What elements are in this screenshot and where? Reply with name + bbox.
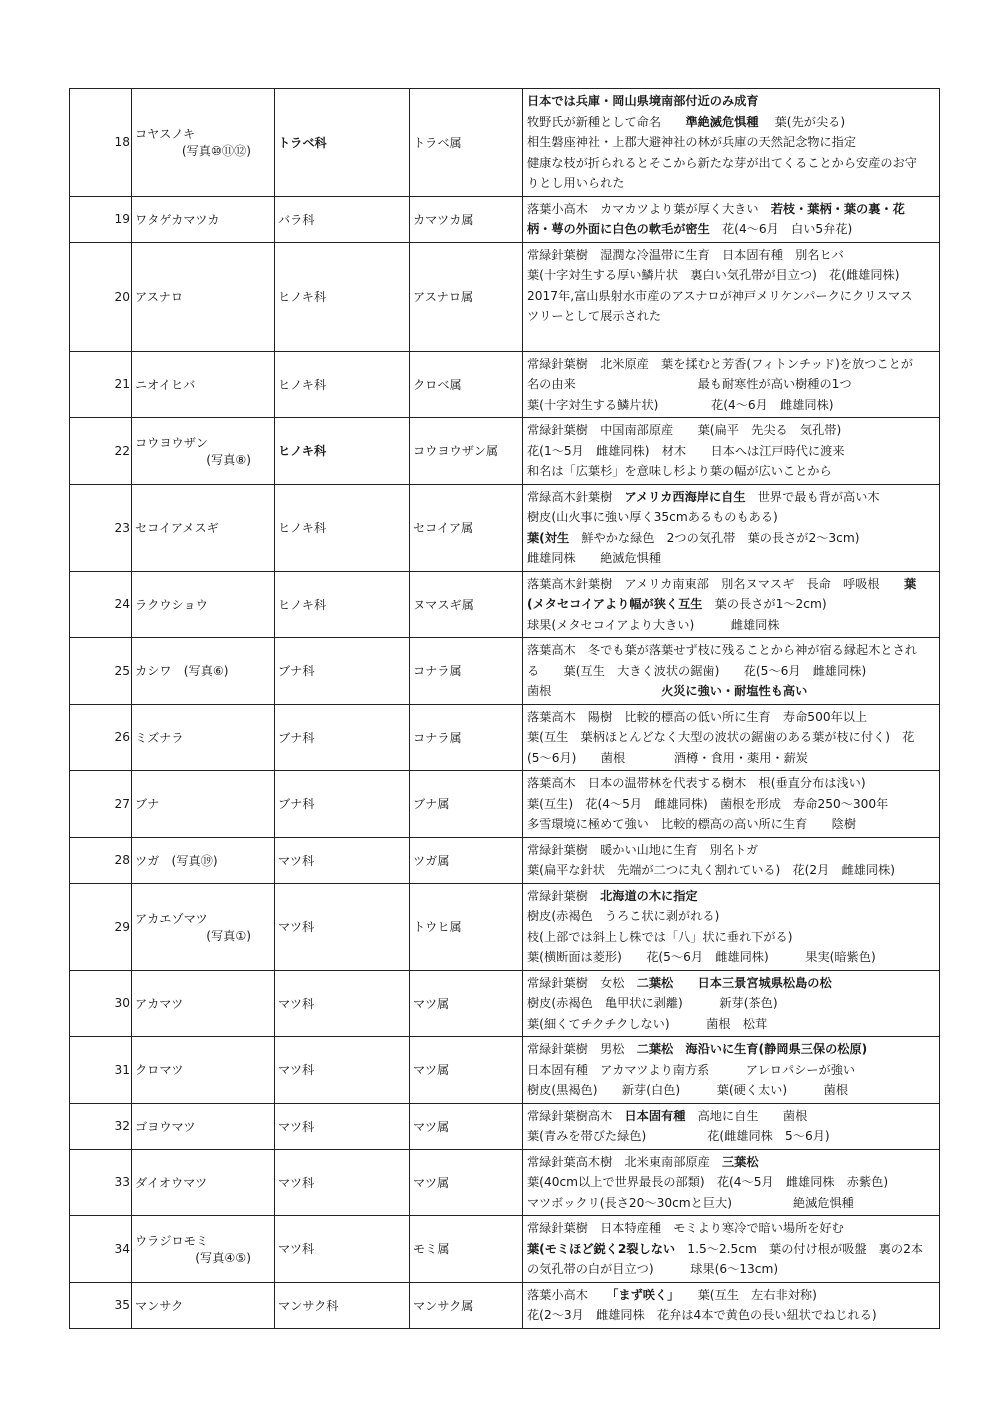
species-name: アカエゾマツ [135, 911, 208, 926]
species-name-cell [132, 837, 275, 883]
family-cell: バラ科 [275, 196, 410, 242]
species-name: ウラジロモミ [135, 1233, 209, 1248]
photo-reference: (写真①) [206, 928, 251, 943]
description-line [527, 420, 935, 441]
description-line [527, 794, 935, 815]
family-cell: マツ科 [275, 1216, 410, 1283]
description-cell [523, 1103, 940, 1149]
genus-cell: マツ属 [410, 1149, 523, 1216]
description-line [527, 395, 935, 416]
table-row [70, 242, 940, 351]
genus-cell: マツ属 [410, 1103, 523, 1149]
emphasis-text: 三葉松 [722, 1154, 759, 1169]
emphasis-text: アメリカ西海岸に自生 [624, 489, 746, 504]
description-text: ツリーとして展示された [527, 309, 662, 323]
description-line [527, 1259, 935, 1280]
description-text: 常緑高木針葉樹 [527, 489, 625, 504]
description-text: 葉(横断面は菱形) 花(5～6月 雌雄同株) 果実(暗紫色) [527, 950, 876, 964]
genus-cell: トウヒ属 [410, 883, 523, 970]
description-text: 花(4～6月 白い5弁花) [709, 222, 853, 236]
family-cell: ヒノキ科 [275, 418, 410, 485]
description-text: 花(2～3月 雌雄同株 花弁は4本で黄色の長い紐状でねじれる) [527, 1308, 877, 1322]
species-name-cell [132, 638, 275, 705]
description-cell [523, 418, 940, 485]
table-body [70, 89, 940, 1329]
table-row [70, 638, 940, 705]
genus-cell: ブナ属 [410, 771, 523, 838]
row-number: 23 [70, 484, 132, 571]
description-text: 名の由来 最も耐寒性が高い樹種の1つ [527, 377, 852, 391]
description-cell [523, 1037, 940, 1104]
table-row [70, 1282, 940, 1328]
family-cell: ブナ科 [275, 638, 410, 705]
emphasis-text: 準絶滅危惧種 [685, 114, 759, 129]
row-number: 33 [70, 1149, 132, 1216]
description-text: 常緑針葉高木樹 北米東南部原産 [527, 1154, 722, 1169]
description-line [527, 1239, 935, 1260]
species-name: セコイアメスギ [135, 521, 219, 535]
photo-reference: (写真④⑤) [195, 1250, 251, 1265]
description-line [527, 91, 935, 112]
description-line [527, 199, 935, 220]
row-number: 19 [70, 196, 132, 242]
description-line [527, 286, 935, 307]
table-row [70, 89, 940, 197]
emphasis-text: 火災に強い・耐塩性も高い [661, 684, 808, 698]
description-line [527, 640, 935, 661]
description-line [527, 548, 935, 569]
description-line [527, 1060, 935, 1081]
table-row [70, 418, 940, 485]
species-name-cell [132, 1282, 275, 1328]
emphasis-text: 若枝・葉柄・葉の裏・花 [770, 201, 905, 216]
description-line [527, 1126, 935, 1147]
description-line [527, 1305, 935, 1326]
genus-cell: トラベ属 [410, 89, 523, 197]
genus-cell: ヌマスギ属 [410, 571, 523, 638]
description-text: 樹皮(黒褐色) 新芽(白色) 葉(硬く太い) 菌根 [527, 1083, 849, 1097]
description-line [527, 173, 935, 194]
description-line [527, 886, 935, 907]
description-text: 落葉高木針葉樹 アメリカ南東部 別名ヌマスギ 長命 呼吸根 [527, 576, 904, 591]
row-number: 31 [70, 1037, 132, 1104]
description-text: 健康な枝が折られるとそこから新たな芽が出てくることから安産のお守 [527, 155, 917, 170]
description-text: マツボックリ(長さ20～30cmと巨大) 絶滅危惧種 [527, 1195, 854, 1210]
emphasis-text: 日本固有種 [624, 1108, 686, 1123]
family-cell: マツ科 [275, 1103, 410, 1149]
description-line [527, 461, 935, 482]
family-cell: マツ科 [275, 970, 410, 1037]
row-number: 27 [70, 771, 132, 838]
family-cell: ヒノキ科 [275, 351, 410, 418]
description-line [527, 487, 935, 508]
table-row [70, 1037, 940, 1104]
row-number: 29 [70, 883, 132, 970]
description-line [527, 906, 935, 927]
description-cell [523, 89, 940, 197]
description-cell [523, 1216, 940, 1283]
description-line [527, 947, 935, 968]
species-name: クロマツ [135, 1063, 184, 1078]
row-number: 34 [70, 1216, 132, 1283]
table-row [70, 970, 940, 1037]
genus-cell: コナラ属 [410, 704, 523, 771]
description-text: 落葉高木 陽樹 比較的標高の低い所に生育 寿命500年以上 [527, 709, 868, 724]
description-line [527, 1014, 935, 1035]
description-line [527, 112, 935, 133]
description-text: 2017年,富山県射水市産のアスナロが神戸メリケンパークにクリスマス [527, 288, 913, 303]
description-line [527, 1285, 935, 1306]
emphasis-text: 二葉松 日本三景宮城県松島の松 [636, 975, 832, 990]
row-number: 21 [70, 351, 132, 418]
description-line [527, 132, 935, 153]
species-name: コウヨウザン [135, 435, 208, 450]
description-text: 常緑針葉樹 湿潤な冷温帯に生育 日本固有種 別名ヒバ [527, 247, 844, 262]
description-line [527, 1080, 935, 1101]
description-line [527, 306, 935, 327]
description-line [527, 973, 935, 994]
description-text: 樹皮(赤褐色 うろこ状に剥がれる) [527, 909, 720, 923]
description-line [527, 441, 935, 462]
genus-cell: モミ属 [410, 1216, 523, 1283]
description-text: 葉(十字対生する鱗片状) 花(4～6月 雌雄同株) [527, 397, 834, 412]
genus-cell: セコイア属 [410, 484, 523, 571]
table-row [70, 883, 940, 970]
description-text: 葉(40cm以上で世界最長の部類) 花(4～5月 雌雄同株 赤紫色) [527, 1175, 889, 1189]
description-line [527, 153, 935, 174]
photo-reference: (写真⑩⑪⑫) [181, 144, 251, 159]
table-row [70, 351, 940, 418]
description-line [527, 1193, 935, 1214]
description-text: 相生磐座神社・上郡大避神社の林が兵庫の天然記念物に指定 [527, 135, 857, 149]
species-name-cell [132, 771, 275, 838]
genus-cell: アスナロ属 [410, 242, 523, 351]
row-number: 26 [70, 704, 132, 771]
row-number: 28 [70, 837, 132, 883]
genus-cell: クロベ属 [410, 351, 523, 418]
description-line [527, 1106, 935, 1127]
table-row [70, 571, 940, 638]
description-cell [523, 883, 940, 970]
description-line [527, 661, 935, 682]
description-text: 葉(互生) 花(4～5月 雌雄同株) 菌根を形成 寿命250～300年 [527, 796, 889, 811]
species-name-cell [132, 883, 275, 970]
description-text: 葉(互生 葉柄ほとんどなく大型の波状の鋸歯のある葉が枝に付く) 花 [527, 730, 915, 744]
family-cell: ヒノキ科 [275, 484, 410, 571]
species-name: アカマツ [135, 996, 184, 1011]
description-text: 多雪環境に極めて強い 比較的標高の高い所に生育 陰樹 [527, 817, 857, 831]
emphasis-text: (メタセコイアより幅が狭く互生 [527, 597, 703, 611]
table-row [70, 1149, 940, 1216]
description-line [527, 681, 935, 702]
description-text: 常緑針葉樹 日本特産種 モミより寒冷で暗い場所を好む [527, 1221, 844, 1235]
family-cell: マンサク科 [275, 1282, 410, 1328]
description-line [527, 993, 935, 1014]
description-text: 枝(上部では斜上し株では「八」状に垂れ下がる) [527, 929, 793, 944]
description-line [527, 219, 935, 240]
description-line [527, 354, 935, 375]
species-name-cell [132, 704, 275, 771]
species-name-cell [132, 1149, 275, 1216]
description-cell [523, 771, 940, 838]
description-text: 葉(先が尖る) [758, 114, 846, 129]
description-text: 葉(互生 左右非対称) [673, 1287, 817, 1302]
family-cell: ブナ科 [275, 704, 410, 771]
description-text: 球果(メタセコイアより大きい) 雌雄同株 [527, 617, 780, 632]
description-text: 高地に自生 菌根 [685, 1108, 808, 1123]
description-text: 葉(十字対生する厚い鱗片状 裏白い気孔帯が目立つ) 花(雌雄同株) [527, 268, 900, 282]
table-row [70, 484, 940, 571]
row-number: 25 [70, 638, 132, 705]
row-number: 24 [70, 571, 132, 638]
species-name-cell [132, 418, 275, 485]
description-text: 葉(青みを帯びた緑色) 花(雌雄同株 5～6月) [527, 1129, 830, 1143]
description-line [527, 840, 935, 861]
description-text: 常緑針葉樹 男松 [527, 1042, 637, 1056]
genus-cell: コウヨウザン属 [410, 418, 523, 485]
genus-cell: カマツカ属 [410, 196, 523, 242]
description-text: 常緑針葉樹 北米原産 葉を揉むと芳香(フィトンチッド)を放つことが [527, 356, 913, 371]
species-name: ブナ [135, 797, 160, 812]
description-text: 常緑針葉樹 暖かい山地に生育 別名トガ [527, 842, 759, 857]
description-text: 落葉小高木 [527, 1287, 613, 1302]
family-cell: ヒノキ科 [275, 571, 410, 638]
genus-cell: マツ属 [410, 970, 523, 1037]
description-line [527, 727, 935, 748]
description-text: 樹皮(山火事に強い厚く35cmあるものもある) [527, 510, 778, 524]
description-line [527, 1039, 935, 1060]
species-name-cell [132, 242, 275, 351]
description-line [527, 927, 935, 948]
description-cell [523, 351, 940, 418]
species-name: ゴヨウマツ [135, 1119, 196, 1134]
description-text: 世界で最も背が高い木 [745, 489, 880, 504]
description-line [527, 1152, 935, 1173]
emphasis-text: 北海道の木に指定 [600, 888, 698, 903]
genus-cell: マンサク属 [410, 1282, 523, 1328]
description-cell [523, 704, 940, 771]
species-name-cell [132, 89, 275, 197]
description-text: 葉の長さが1～2cm) [702, 597, 827, 611]
description-text: 雌雄同株 絶滅危惧種 [527, 551, 662, 565]
description-line [527, 245, 935, 266]
description-line [527, 773, 935, 794]
description-text: (5～6月) 菌根 酒樽・食用・薬用・薪炭 [527, 750, 808, 765]
description-text: 葉(細くてチクチクしない) 菌根 松茸 [527, 1016, 768, 1031]
description-text: 日本固有種 アカマツより南方系 アレロパシーが強い [527, 1062, 856, 1077]
description-text: りとし用いられた [527, 176, 625, 190]
description-cell [523, 242, 940, 351]
row-number: 30 [70, 970, 132, 1037]
description-text: 1.5～2.5cm 葉の付け根が吸盤 裏の2本 [675, 1241, 924, 1256]
description-line [527, 574, 935, 595]
species-name-cell [132, 1103, 275, 1149]
description-line [527, 814, 935, 835]
genus-cell: コナラ属 [410, 638, 523, 705]
species-name: アスナロ [135, 290, 184, 304]
description-line [527, 374, 935, 395]
description-line [527, 594, 935, 615]
description-line [527, 265, 935, 286]
emphasis-text: 柄・萼の外面に白色の軟毛が密生 [527, 222, 710, 236]
family-cell: マツ科 [275, 883, 410, 970]
species-name-cell [132, 1216, 275, 1283]
description-text: 和名は「広葉杉」を意味し杉より葉の幅が広いことから [527, 464, 832, 478]
family-cell: トラベ科 [275, 89, 410, 197]
table-row [70, 837, 940, 883]
description-text: 鮮やかな緑色 2つの気孔帯 葉の長さが2～3cm) [569, 530, 860, 545]
description-text: の気孔帯の白が目立つ) 球果(6～13cm) [527, 1262, 779, 1276]
description-cell [523, 970, 940, 1037]
row-number: 32 [70, 1103, 132, 1149]
description-text: る 葉(互生 大きく波状の鋸歯) 花(5～6月 雌雄同株) [527, 663, 867, 678]
description-text: 菌根 [527, 684, 662, 698]
description-text: 葉(扁平な針状 先端が二つに丸く割れている) 花(2月 雌雄同株) [527, 863, 896, 877]
table-row [70, 1216, 940, 1283]
description-text: 花(1～5月 雌雄同株) 材木 日本へは江戸時代に渡来 [527, 443, 845, 458]
table-row [70, 704, 940, 771]
species-name-cell [132, 970, 275, 1037]
description-cell [523, 1149, 940, 1216]
species-name-cell [132, 196, 275, 242]
family-cell: マツ科 [275, 1149, 410, 1216]
description-text: 落葉小高木 カマカツより葉が厚く大きい [527, 201, 771, 216]
emphasis-text: 葉(対生 [527, 530, 570, 545]
description-text: 常緑針葉樹 [527, 888, 601, 903]
species-name: ダイオウマツ [135, 1175, 208, 1190]
family-cell: ヒノキ科 [275, 242, 410, 351]
genus-cell: マツ属 [410, 1037, 523, 1104]
table-row [70, 1103, 940, 1149]
emphasis-text: 葉(モミほど鋭く2裂しない [527, 1241, 676, 1256]
species-name-cell [132, 1037, 275, 1104]
family-cell: マツ科 [275, 1037, 410, 1104]
description-text: 樹皮(赤褐色 亀甲状に剥離) 新芽(茶色) [527, 996, 778, 1010]
description-cell [523, 837, 940, 883]
description-text: 常緑針葉樹 女松 [527, 975, 637, 990]
description-text: 落葉高木 冬でも葉が落葉せず枝に残ることから神が宿る縁起木とされ [527, 643, 917, 657]
species-name: ツガ (写真⑲) [135, 853, 218, 868]
description-cell [523, 196, 940, 242]
description-line [527, 615, 935, 636]
species-name: ミズナラ [135, 730, 184, 745]
description-text: 落葉高木 日本の温帯林を代表する樹木 根(垂直分布は浅い) [527, 776, 866, 790]
description-line [527, 1218, 935, 1239]
description-text: 常緑針葉樹高木 [527, 1108, 625, 1123]
species-name-cell [132, 484, 275, 571]
row-number: 35 [70, 1282, 132, 1328]
description-cell [523, 571, 940, 638]
species-name: ニオイヒバ [135, 377, 196, 392]
table-row [70, 771, 940, 838]
description-line [527, 1172, 935, 1193]
emphasis-text: 日本では兵庫・岡山県境南部付近のみ成育 [527, 94, 759, 108]
species-name: マンサク [135, 1298, 184, 1313]
photo-reference: (写真⑧) [206, 452, 251, 467]
description-line [527, 748, 935, 769]
description-line [527, 528, 935, 549]
family-cell: ブナ科 [275, 771, 410, 838]
description-cell [523, 1282, 940, 1328]
row-number: 22 [70, 418, 132, 485]
table-row [70, 196, 940, 242]
species-name: コヤスノキ [135, 127, 196, 142]
row-number: 18 [70, 89, 132, 197]
description-text: 牧野氏が新種として命名 [527, 114, 686, 129]
species-name-cell [132, 351, 275, 418]
tree-species-table [69, 88, 940, 1329]
emphasis-text: 葉 [903, 576, 917, 591]
description-line [527, 707, 935, 728]
species-name: ワタゲカマツカ [135, 212, 220, 227]
genus-cell: ツガ属 [410, 837, 523, 883]
description-cell [523, 484, 940, 571]
description-text: 常緑針葉樹 中国南部原産 葉(扁平 先尖る 気孔帯) [527, 423, 842, 437]
species-name: ラクウショウ [135, 597, 208, 612]
description-line [527, 860, 935, 881]
species-name: カシワ (写真⑥) [135, 664, 229, 679]
species-name-cell [132, 571, 275, 638]
description-cell [523, 638, 940, 705]
emphasis-text: 二葉松 海沿いに生育(静岡県三保の松原) [636, 1042, 868, 1056]
emphasis-text: 「まず咲く」 [612, 1287, 674, 1302]
description-line [527, 507, 935, 528]
row-number: 20 [70, 242, 132, 351]
family-cell: マツ科 [275, 837, 410, 883]
